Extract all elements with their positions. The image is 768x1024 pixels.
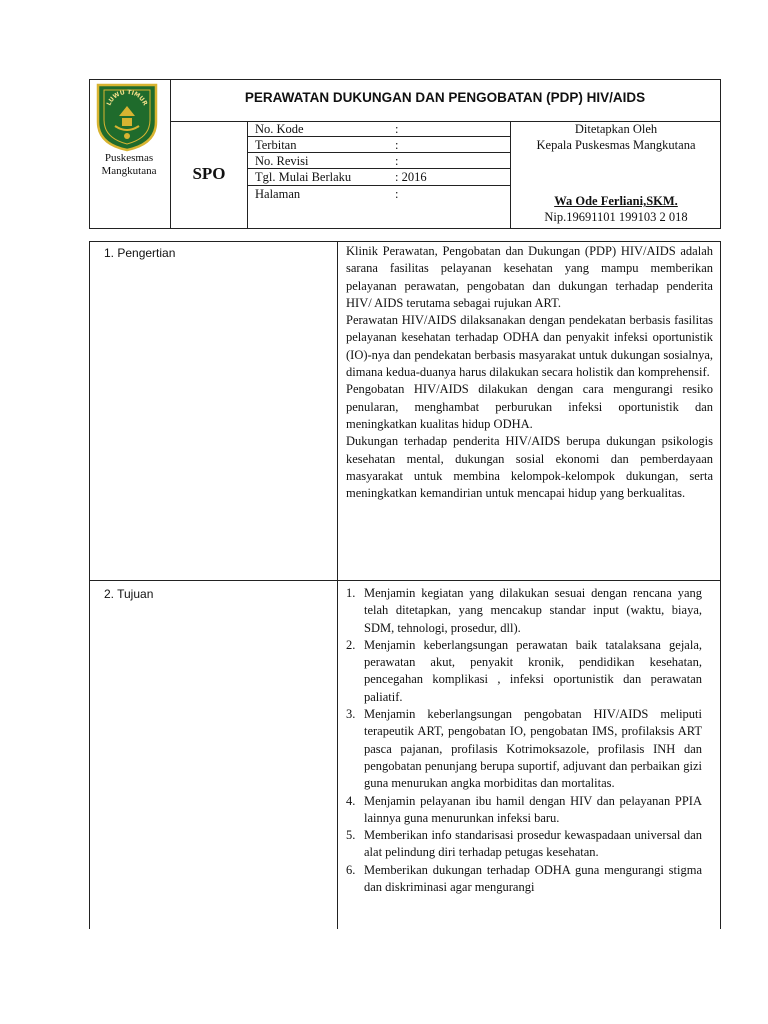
list-number: 4. [346, 793, 356, 808]
meta-value: : [395, 122, 399, 136]
meta-value: : [395, 154, 399, 168]
meta-value: : [395, 138, 399, 152]
list-text: Memberikan info standarisasi prosedur kewaspadaan universal dan alat pelindung diri terhadap petugas kesehatan. [364, 828, 702, 860]
approval-line: Kepala Puskesmas Mangkutana [536, 138, 696, 152]
document-title: PERAWATAN DUKUNGAN DAN PENGOBATAN (PDP) HIV/AIDS [244, 90, 646, 105]
approval-block [512, 121, 720, 153]
list-item [346, 827, 702, 862]
list-text: Menjamin kegiatan yang dilakukan sesuai dengan rencana yang telah ditetapkan, yang mencakup standar input (waktu, biaya, SDM, tehnologi, prosedur, dll). [364, 586, 702, 635]
meta-value: : 2016 [395, 170, 427, 184]
section-label-tujuan: 2. Tujuan [104, 587, 154, 601]
content-divider [337, 241, 338, 929]
meta-label: Halaman [255, 187, 301, 201]
tujuan-list [346, 585, 702, 896]
list-item [346, 862, 702, 897]
list-number: 6. [346, 862, 356, 877]
list-text: Menjamin keberlangsungan pengobatan HIV/AIDS meliputi terapeutik ART, pengobatan IO, pengobatan IMS, profilaksis ART pasca pajanan, profilasis Kotrimoksazole, profilasis INH dan pengobatan penunjang berupa suportif, adjuvant dan perbaikan gizi guna menurukan angka morbiditas dan mortalitas. [364, 707, 702, 791]
approver-name: Wa Ode Ferliani,SKM. [554, 194, 678, 208]
list-item [346, 585, 702, 637]
list-text: Menjamin pelayanan ibu hamil dengan HIV dan pelayanan PPIA lainnya guna menurunkan infeksi baru. [364, 793, 702, 825]
meta-row-revision [255, 154, 505, 168]
paragraph: Perawatan HIV/AIDS dilaksanakan dengan pendekatan berbasis fasilitas pelayanan kesehatan terhadap ODHA dan penyakit infeksi oportunistik (IO)-nya dan pendekatan berbasis masyarakat untuk dukungan sosialnya, dimana kedua-duanya harus dilakukan secara holistik dan komprehensif. [346, 313, 713, 380]
list-text: Menjamin keberlangsungan perawatan baik tatalaksana gejala, perawatan akut, penyakit kronik, pendidikan kesehatan, pencegahan komplikasi , infeksi oportunistik dan perawatan paliatif. [364, 637, 702, 704]
header-divider [247, 152, 510, 153]
section-label-pengertian: 1. Pengertian [104, 246, 176, 260]
list-number: 2. [346, 637, 356, 652]
puskesmas-logo [95, 82, 159, 152]
list-item [346, 706, 702, 792]
header-divider [247, 185, 510, 186]
list-number: 3. [346, 707, 356, 722]
approver-nip: Nip.19691101 199103 2 018 [544, 210, 688, 224]
content-divider [89, 580, 721, 581]
header-divider [247, 168, 510, 169]
list-text: Memberikan dukungan terhadap ODHA guna mengurangi stigma dan diskriminasi agar mengurangi [364, 862, 702, 895]
list-item [346, 793, 702, 828]
meta-label: No. Kode [255, 122, 304, 136]
pengertian-text [346, 243, 713, 502]
header-divider [247, 121, 248, 229]
meta-label: No. Revisi [255, 154, 309, 168]
spo-label: SPO [192, 164, 226, 183]
meta-value: : [395, 187, 399, 201]
header-divider [170, 79, 171, 229]
meta-label: Terbitan [255, 138, 297, 152]
list-item [346, 637, 702, 706]
approval-line: Ditetapkan Oleh [574, 122, 658, 136]
paragraph: Klinik Perawatan, Pengobatan dan Dukungan (PDP) HIV/AIDS adalah sarana fasilitas pelayanan kesehatan yang mampu memberikan pelayanan perawatan, pengobatan dan dukungan terhadap penderita HIV/ AIDS terutama sebagai rujukan ART. [346, 244, 713, 310]
header-divider [510, 121, 511, 229]
organization-name: Puskesmas Mangkutana [101, 152, 157, 177]
meta-label: Tgl. Mulai Berlaku [255, 170, 352, 184]
list-number: 5. [346, 828, 356, 843]
list-number: 1. [346, 586, 356, 600]
meta-row-issue [255, 138, 505, 152]
meta-row-code [255, 122, 505, 136]
paragraph: Pengobatan HIV/AIDS dilakukan dengan cara mengurangi resiko penularan, menghambat perburukan infeksi oportunistik dan meningkatkan kualitas hidup ODHA. [346, 382, 713, 431]
meta-row-start-date [255, 170, 505, 184]
logo-text: LUWU TIMUR [105, 88, 149, 107]
header-divider [247, 136, 510, 137]
meta-row-page [255, 187, 505, 201]
paragraph: Dukungan terhadap penderita HIV/AIDS berupa dukungan psikologis kesehatan mental, dukungan sosial ekonomi dan pemberdayaan masyarakat untuk membina kelompok-kelompok dukungan, serta meningkatkan kemandirian untuk mencapai hidup yang berkualitas. [346, 434, 713, 501]
